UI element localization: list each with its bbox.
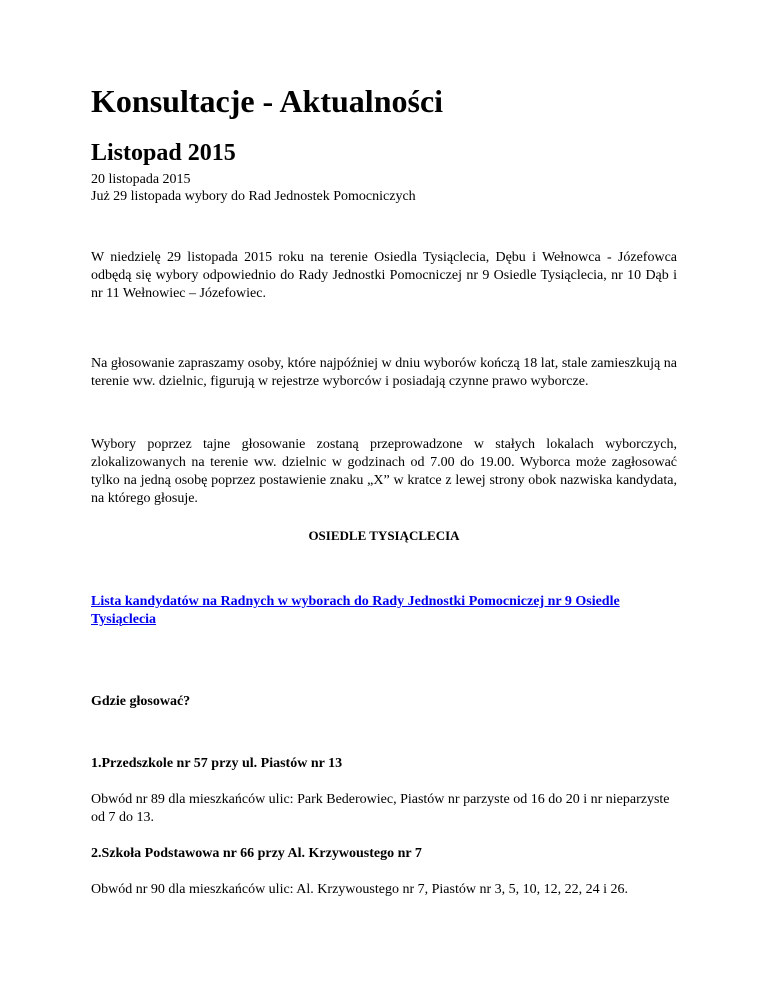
post-date: 20 listopada 2015 <box>91 172 191 187</box>
page-title: Konsultacje - Aktualności <box>91 83 444 119</box>
location-1-description: Obwód nr 89 dla mieszkańców ulic: Park Bederowiec, Piastów nr parzyste od 16 do 20 i nr nieparzyste od 7 do 13. <box>91 792 670 825</box>
location-1-title: 1.Przedszkole nr 57 przy ul. Piastów nr 13 <box>91 756 343 771</box>
where-to-vote-heading: Gdzie głosować? <box>91 694 191 709</box>
paragraph-procedure: Wybory poprzez tajne głosowanie zostaną przeprowadzone w stałych lokalach wyborczych, zlokalizowanych na terenie ww. dzielnic w godzinach od 7.00 do 19.00. Wyborca może zagłosować tylko na jedną osobę poprzez postawienie znaku „X” w kratce z lewej strony obok nazwiska kandydata, na którego głosuje. <box>91 437 677 506</box>
paragraph-intro: W niedzielę 29 listopada 2015 roku na terenie Osiedla Tysiąclecia, Dębu i Wełnowca - Józefowca odbędą się wybory odpowiednio do Rady Jednostki Pomocniczej nr 9 Osiedle Tysiąclecia, nr 10 Dąb i nr 11 Wełnowiec – Józefowiec. <box>91 250 677 301</box>
location-2-title: 2.Szkoła Podstawowa nr 66 przy Al. Krzywoustego nr 7 <box>91 846 422 861</box>
district-heading: OSIEDLE TYSIĄCLECIA <box>308 528 460 543</box>
section-title: Listopad 2015 <box>91 140 236 166</box>
post-headline: Już 29 listopada wybory do Rad Jednostek Pomocniczych <box>91 189 416 204</box>
location-2-description: Obwód nr 90 dla mieszkańców ulic: Al. Krzywoustego nr 7, Piastów nr 3, 5, 10, 12, 22, 24 i 26. <box>91 882 628 897</box>
candidates-list-link[interactable]: Lista kandydatów na Radnych w wyborach do Rady Jednostki Pomocniczej nr 9 Osiedle Tysiąclecia <box>91 594 620 627</box>
paragraph-eligibility: Na głosowanie zapraszamy osoby, które najpóźniej w dniu wyborów kończą 18 lat, stale zamieszkują na terenie ww. dzielnic, figurują w rejestrze wyborców i posiadają czynne prawo wyborcze. <box>91 356 677 389</box>
